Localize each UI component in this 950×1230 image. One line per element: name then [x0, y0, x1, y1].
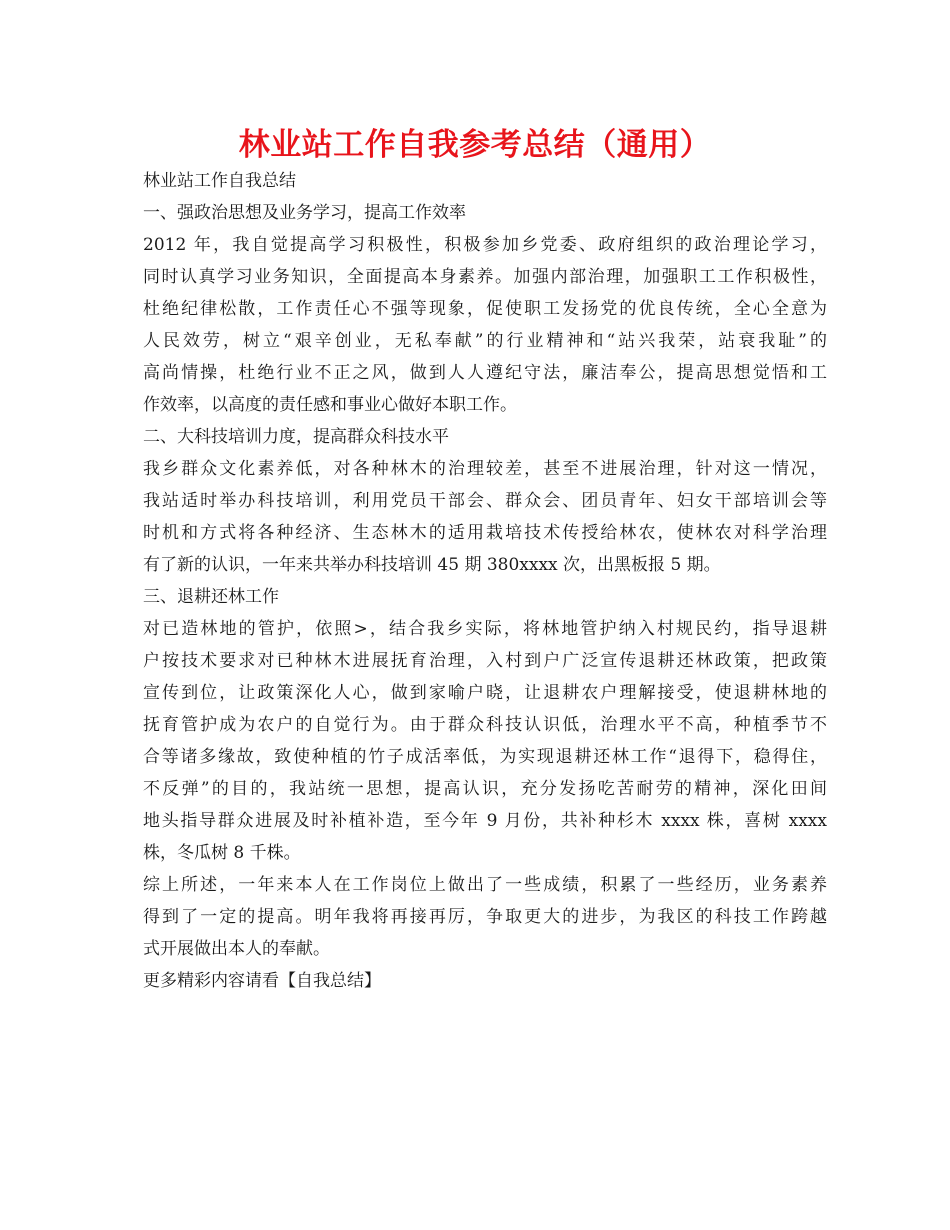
- text-line: 户按技术要求对已种林木进展抚育治理，入村到户广泛宣传退耕还林政策，把政策: [143, 651, 827, 671]
- text-line: 有了新的认识，一年来共举办科技培训 45 期 380xxxx 次，出黑板报 5 期。: [143, 555, 721, 575]
- text-line: 作效率，以高度的责任感和事业心做好本职工作。: [143, 395, 517, 415]
- text-line: 三、退耕还林工作: [143, 587, 279, 607]
- text-line: 2012 年，我自觉提高学习积极性，积极参加乡党委、政府组织的政治理论学习，: [143, 235, 827, 255]
- text-line: 对已造林地的管护，依照>，结合我乡实际，将林地管护纳入村规民约，指导退耕: [143, 619, 827, 639]
- document-title: 林业站工作自我参考总结（通用）: [238, 127, 712, 163]
- text-line: 式开展做出本人的奉献。: [143, 939, 330, 959]
- text-line: 综上所述，一年来本人在工作岗位上做出了一些成绩，积累了一些经历，业务素养: [143, 875, 827, 895]
- text-line: 得到了一定的提高。明年我将再接再厉，争取更大的进步，为我区的科技工作跨越: [143, 907, 827, 927]
- text-line: 不反弹”的目的，我站统一思想，提高认识，充分发扬吃苦耐劳的精神，深化田间: [143, 779, 827, 799]
- text-line: 二、大科技培训力度，提高群众科技水平: [143, 427, 449, 447]
- text-line: 宣传到位，让政策深化人心，做到家喻户晓，让退耕农户理解接受，使退耕林地的: [143, 683, 827, 703]
- document-body: [143, 165, 827, 997]
- text-line: 人民效劳，树立“艰辛创业，无私奉献”的行业精神和“站兴我荣，站衰我耻”的: [143, 331, 827, 351]
- text-line: 林业站工作自我总结: [143, 171, 296, 191]
- text-line: 杜绝纪律松散，工作责任心不强等现象，促使职工发扬党的优良传统，全心全意为: [143, 299, 827, 319]
- text-line: 同时认真学习业务知识，全面提高本身素养。加强内部治理，加强职工工作积极性，: [143, 267, 827, 287]
- text-line: 抚育管护成为农户的自觉行为。由于群众科技认识低，治理水平不高，种植季节不: [143, 715, 827, 735]
- text-line: 合等诸多缘故，致使种植的竹子成活率低，为实现退耕还林工作“退得下，稳得住，: [143, 747, 827, 767]
- text-line: 一、强政治思想及业务学习，提高工作效率: [143, 203, 466, 223]
- text-line: 时机和方式将各种经济、生态林木的适用栽培技术传授给林农，使林农对科学治理: [143, 523, 827, 543]
- text-line: 株，冬瓜树 8 千株。: [143, 843, 301, 863]
- text-line: 更多精彩内容请看【自我总结】: [143, 971, 381, 991]
- text-line: 我站适时举办科技培训，利用党员干部会、群众会、团员青年、妇女干部培训会等: [143, 491, 827, 511]
- text-line: 高尚情操，杜绝行业不正之风，做到人人遵纪守法，廉洁奉公，提高思想觉悟和工: [143, 363, 827, 383]
- text-line: 我乡群众文化素养低，对各种林木的治理较差，甚至不进展治理，针对这一情况，: [143, 459, 827, 479]
- text-line: 地头指导群众进展及时补植补造，至今年 9 月份，共补种杉木 xxxx 株，喜树 xxxx: [143, 811, 827, 831]
